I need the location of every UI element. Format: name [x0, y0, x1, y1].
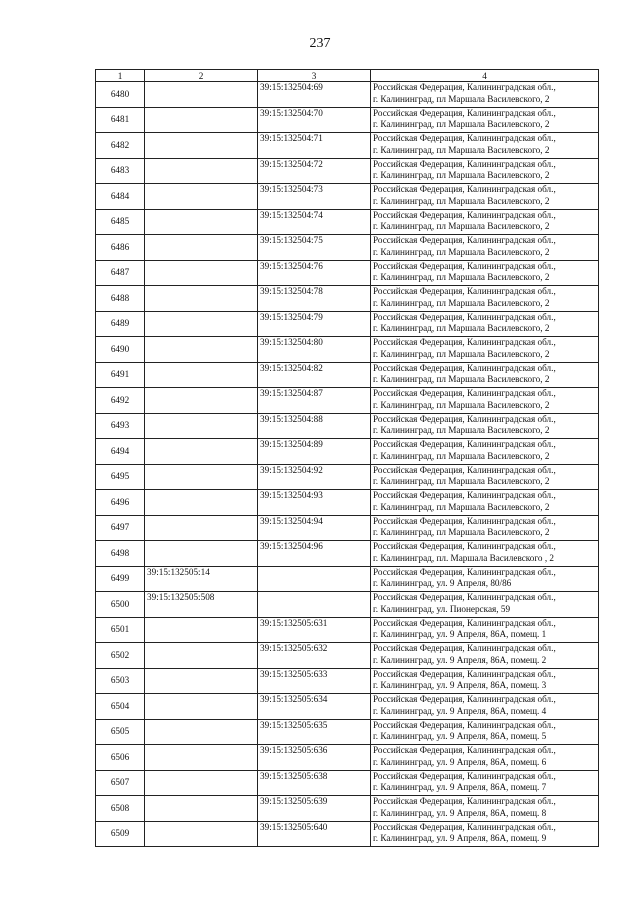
address-line-2: г. Калининград, ул. 9 Апреля, 86А, помещ. 2: [373, 654, 547, 665]
address-line-1: Российская Федерация, Калининградская обл.,: [373, 439, 556, 449]
row-number-cell: 6486: [96, 235, 145, 261]
address-line-1: Российская Федерация, Калининградская обл.,: [373, 311, 556, 322]
table-row: [96, 184, 599, 210]
row-number-cell: 6481: [96, 107, 145, 133]
address-line-2: г. Калининград, пл Маршала Василевского, 2: [373, 170, 550, 180]
cadastral-number-cell: 39:15:132505:636: [258, 745, 371, 771]
cadastral-number-cell: 39:15:132504:87: [258, 388, 371, 414]
column-header-4: 4: [371, 70, 599, 82]
column-header-3: 3: [258, 70, 371, 82]
address-line-1: Российская Федерация, Калининградская обл.,: [373, 490, 556, 500]
table-row: [96, 821, 599, 847]
row-number-cell: 6498: [96, 541, 145, 567]
cadastral-number-cell: [145, 388, 258, 414]
address-line-2: г. Калининград, пл Маршала Василевского, 2: [373, 476, 550, 486]
address-line-1: Российская Федерация, Калининградская обл.,: [373, 158, 556, 169]
cadastral-number-cell: [145, 770, 258, 796]
address-line-1: Российская Федерация, Калининградская обл.,: [373, 796, 556, 806]
cadastral-number-cell: [145, 796, 258, 822]
address-line-2: г. Калининград, пл Маршала Василевского, 2: [373, 221, 550, 231]
cadastral-number-cell: [258, 592, 371, 618]
address-line-1: Российская Федерация, Калининградская обл.,: [373, 745, 556, 755]
cadastral-number-cell: [145, 209, 258, 235]
row-number-cell: 6507: [96, 770, 145, 796]
address-line-2: г. Калининград, ул. 9 Апреля, 86А, помещ. 3: [373, 680, 547, 690]
row-number-cell: 6494: [96, 439, 145, 465]
table-row: [96, 592, 599, 618]
cadastral-number-cell: [258, 566, 371, 592]
cadastral-number-cell: 39:15:132504:71: [258, 133, 371, 159]
address-line-1: Российская Федерация, Калининградская обл.,: [373, 184, 556, 194]
address-line-2: г. Калининград, ул. 9 Апреля, 80/86: [373, 578, 512, 588]
address-line-1: Российская Федерация, Калининградская обл.,: [373, 413, 556, 424]
address-line-1: Российская Федерация, Калининградская обл.,: [373, 286, 556, 296]
table-row: [96, 719, 599, 745]
cadastral-number-cell: [145, 719, 258, 745]
address-line-1: Российская Федерация, Калининградская обл.,: [373, 260, 556, 271]
table-row: [96, 439, 599, 465]
address-cell: [371, 490, 599, 516]
column-header-1: 1: [96, 70, 145, 82]
table-row: [96, 286, 599, 312]
cadastral-number-cell: 39:15:132505:640: [258, 821, 371, 847]
cadastral-number-cell: [145, 260, 258, 286]
cadastral-number-cell: [145, 668, 258, 694]
address-line-2: г. Калининград, пл Маршала Василевского, 2: [373, 501, 550, 512]
address-cell: [371, 337, 599, 363]
cadastral-number-cell: [145, 439, 258, 465]
cadastral-number-cell: 39:15:132504:76: [258, 260, 371, 286]
cadastral-number-cell: [145, 745, 258, 771]
cadastral-number-cell: 39:15:132505:632: [258, 643, 371, 669]
address-line-2: г. Калининград, ул. 9 Апреля, 86А, помещ. 4: [373, 705, 547, 716]
address-line-2: г. Калининград, пл Маршала Василевского, 2: [373, 323, 550, 333]
address-cell: [371, 592, 599, 618]
address-cell: [371, 464, 599, 490]
row-number-cell: 6504: [96, 694, 145, 720]
table-row: [96, 490, 599, 516]
cadastral-number-cell: [145, 464, 258, 490]
address-line-1: Российская Федерация, Калининградская обл.,: [373, 770, 556, 781]
address-cell: [371, 745, 599, 771]
address-cell: [371, 566, 599, 592]
address-cell: [371, 184, 599, 210]
address-line-2: г. Калининград, ул. 9 Апреля, 86А, помещ. 8: [373, 807, 547, 818]
cadastral-number-cell: 39:15:132504:74: [258, 209, 371, 235]
address-line-2: г. Калининград, пл Маршала Василевского, 2: [373, 374, 550, 384]
address-line-2: г. Калининград, пл Маршала Василевского, 2: [373, 144, 550, 155]
table-row: [96, 235, 599, 261]
row-number-cell: 6503: [96, 668, 145, 694]
cadastral-number-cell: [145, 490, 258, 516]
address-cell: [371, 668, 599, 694]
table-row: [96, 796, 599, 822]
address-line-2: г. Калининград, пл. Маршала Василевского , 2: [373, 552, 555, 563]
cadastral-number-cell: 39:15:132504:96: [258, 541, 371, 567]
address-cell: [371, 770, 599, 796]
row-number-cell: 6483: [96, 158, 145, 184]
table-row: [96, 745, 599, 771]
address-line-2: г. Калининград, пл Маршала Василевского, 2: [373, 527, 550, 537]
address-line-2: г. Калининград, пл Маршала Василевского, 2: [373, 93, 550, 104]
table-row: [96, 464, 599, 490]
address-line-2: г. Калининград, ул. 9 Апреля, 86А, помещ. 5: [373, 731, 547, 741]
address-line-1: Российская Федерация, Калининградская обл.,: [373, 464, 556, 475]
table-row: [96, 260, 599, 286]
address-cell: [371, 694, 599, 720]
table-header-row: [96, 70, 599, 82]
cadastral-number-cell: 39:15:132504:82: [258, 362, 371, 388]
table-row: [96, 515, 599, 541]
cadastral-number-cell: [145, 541, 258, 567]
table-row: [96, 133, 599, 159]
cadastral-number-cell: 39:15:132504:92: [258, 464, 371, 490]
table-row: [96, 617, 599, 643]
cadastral-number-cell: [145, 362, 258, 388]
cadastral-number-cell: [145, 694, 258, 720]
cadastral-number-cell: [145, 82, 258, 108]
cadastral-number-cell: 39:15:132505:638: [258, 770, 371, 796]
address-line-2: г. Калининград, ул. 9 Апреля, 86А, помещ. 9: [373, 833, 547, 843]
address-line-1: Российская Федерация, Калининградская обл.,: [373, 209, 556, 220]
address-line-2: г. Калининград, ул. 9 Апреля, 86А, помещ. 1: [373, 629, 547, 639]
address-cell: [371, 617, 599, 643]
table-row: [96, 566, 599, 592]
row-number-cell: 6490: [96, 337, 145, 363]
address-cell: [371, 413, 599, 439]
page-number: 237: [309, 36, 331, 51]
cadastral-number-cell: 39:15:132505:508: [145, 592, 258, 618]
table-row: [96, 158, 599, 184]
column-header-2: 2: [145, 70, 258, 82]
row-number-cell: 6497: [96, 515, 145, 541]
address-cell: [371, 439, 599, 465]
address-cell: [371, 235, 599, 261]
cadastral-number-cell: [145, 286, 258, 312]
address-line-1: Российская Федерация, Калининградская обл.,: [373, 668, 556, 679]
table-row: [96, 337, 599, 363]
address-line-2: г. Калининград, пл Маршала Василевского, 2: [373, 195, 550, 206]
address-cell: [371, 158, 599, 184]
cadastral-number-cell: [145, 184, 258, 210]
row-number-cell: 6496: [96, 490, 145, 516]
address-line-2: г. Калининград, ул. 9 Апреля, 86А, помещ. 7: [373, 782, 547, 792]
address-cell: [371, 515, 599, 541]
table-body: [96, 82, 599, 847]
address-line-2: г. Калининград, ул. 9 Апреля, 86А, помещ. 6: [373, 756, 547, 767]
cadastral-number-cell: [145, 235, 258, 261]
address-cell: [371, 541, 599, 567]
address-line-2: г. Калининград, пл Маршала Василевского, 2: [373, 272, 550, 282]
address-line-1: Российская Федерация, Калининградская обл.,: [373, 362, 556, 373]
table-row: [96, 362, 599, 388]
cadastral-number-cell: 39:15:132504:72: [258, 158, 371, 184]
address-cell: [371, 388, 599, 414]
row-number-cell: 6499: [96, 566, 145, 592]
address-line-2: г. Калининград, ул. Пионерская, 59: [373, 603, 511, 614]
row-number-cell: 6484: [96, 184, 145, 210]
cadastral-number-cell: [145, 821, 258, 847]
row-number-cell: 6505: [96, 719, 145, 745]
table-row: [96, 541, 599, 567]
address-line-2: г. Калининград, пл Маршала Василевского, 2: [373, 119, 550, 129]
cadastral-number-cell: [145, 311, 258, 337]
cadastral-number-cell: 39:15:132504:80: [258, 337, 371, 363]
address-cell: [371, 260, 599, 286]
row-number-cell: 6509: [96, 821, 145, 847]
address-line-1: Российская Федерация, Калининградская обл.,: [373, 337, 556, 347]
address-cell: [371, 107, 599, 133]
address-cell: [371, 82, 599, 108]
cadastral-number-cell: 39:15:132504:93: [258, 490, 371, 516]
row-number-cell: 6487: [96, 260, 145, 286]
address-cell: [371, 286, 599, 312]
cadastral-number-cell: [145, 617, 258, 643]
table-row: [96, 770, 599, 796]
address-line-2: г. Калининград, пл Маршала Василевского, 2: [373, 297, 550, 308]
address-cell: [371, 821, 599, 847]
row-number-cell: 6482: [96, 133, 145, 159]
address-line-1: Российская Федерация, Калининградская обл.,: [373, 592, 556, 602]
address-line-1: Российская Федерация, Калининградская обл.,: [373, 694, 556, 704]
cadastral-number-cell: [145, 643, 258, 669]
address-line-1: Российская Федерация, Калининградская обл.,: [373, 107, 556, 118]
row-number-cell: 6493: [96, 413, 145, 439]
row-number-cell: 6489: [96, 311, 145, 337]
row-number-cell: 6488: [96, 286, 145, 312]
cadastral-number-cell: [145, 107, 258, 133]
cadastral-number-cell: 39:15:132504:75: [258, 235, 371, 261]
address-cell: [371, 362, 599, 388]
cadastral-number-cell: 39:15:132505:635: [258, 719, 371, 745]
cadastral-number-cell: 39:15:132504:94: [258, 515, 371, 541]
cadastral-number-cell: 39:15:132505:631: [258, 617, 371, 643]
row-number-cell: 6506: [96, 745, 145, 771]
address-line-1: Российская Федерация, Калининградская обл.,: [373, 133, 556, 143]
address-line-1: Российская Федерация, Калининградская обл.,: [373, 235, 556, 245]
address-line-1: Российская Федерация, Калининградская обл.,: [373, 388, 556, 398]
address-cell: [371, 133, 599, 159]
cadastral-number-cell: [145, 133, 258, 159]
address-cell: [371, 643, 599, 669]
table-row: [96, 82, 599, 108]
cadastral-number-cell: 39:15:132504:79: [258, 311, 371, 337]
row-number-cell: 6480: [96, 82, 145, 108]
cadastral-number-cell: 39:15:132504:69: [258, 82, 371, 108]
table-row: [96, 694, 599, 720]
address-line-1: Российская Федерация, Калининградская обл.,: [373, 821, 556, 832]
address-line-2: г. Калининград, пл Маршала Василевского, 2: [373, 348, 550, 359]
address-line-2: г. Калининград, пл Маршала Василевского, 2: [373, 425, 550, 435]
cadastral-table: [95, 69, 599, 847]
address-cell: [371, 209, 599, 235]
row-number-cell: 6492: [96, 388, 145, 414]
row-number-cell: 6508: [96, 796, 145, 822]
address-line-1: Российская Федерация, Калининградская обл.,: [373, 643, 556, 653]
cadastral-number-cell: 39:15:132504:70: [258, 107, 371, 133]
row-number-cell: 6500: [96, 592, 145, 618]
table-row: [96, 668, 599, 694]
cadastral-number-cell: [145, 158, 258, 184]
address-cell: [371, 796, 599, 822]
row-number-cell: 6495: [96, 464, 145, 490]
address-line-2: г. Калининград, пл Маршала Василевского, 2: [373, 399, 550, 410]
address-line-1: Российская Федерация, Калининградская обл.,: [373, 82, 556, 92]
cadastral-number-cell: [145, 515, 258, 541]
table-row: [96, 311, 599, 337]
cadastral-number-cell: 39:15:132504:78: [258, 286, 371, 312]
cadastral-number-cell: [145, 413, 258, 439]
row-number-cell: 6491: [96, 362, 145, 388]
address-cell: [371, 719, 599, 745]
row-number-cell: 6485: [96, 209, 145, 235]
address-line-1: Российская Федерация, Калининградская обл.,: [373, 515, 556, 526]
address-line-1: Российская Федерация, Калининградская обл.,: [373, 617, 556, 628]
cadastral-number-cell: 39:15:132505:639: [258, 796, 371, 822]
cadastral-number-cell: 39:15:132505:633: [258, 668, 371, 694]
table-row: [96, 209, 599, 235]
address-line-2: г. Калининград, пл Маршала Василевского, 2: [373, 246, 550, 257]
cadastral-number-cell: 39:15:132505:14: [145, 566, 258, 592]
address-line-2: г. Калининград, пл Маршала Василевского, 2: [373, 450, 550, 461]
cadastral-number-cell: 39:15:132504:88: [258, 413, 371, 439]
row-number-cell: 6502: [96, 643, 145, 669]
address-line-1: Российская Федерация, Калининградская обл.,: [373, 719, 556, 730]
table-row: [96, 107, 599, 133]
table-row: [96, 643, 599, 669]
cadastral-number-cell: 39:15:132504:73: [258, 184, 371, 210]
address-line-1: Российская Федерация, Калининградская обл.,: [373, 541, 556, 551]
cadastral-number-cell: [145, 337, 258, 363]
row-number-cell: 6501: [96, 617, 145, 643]
cadastral-number-cell: 39:15:132505:634: [258, 694, 371, 720]
cadastral-number-cell: 39:15:132504:89: [258, 439, 371, 465]
address-cell: [371, 311, 599, 337]
address-line-1: Российская Федерация, Калининградская обл.,: [373, 566, 556, 577]
table-row: [96, 388, 599, 414]
table-row: [96, 413, 599, 439]
